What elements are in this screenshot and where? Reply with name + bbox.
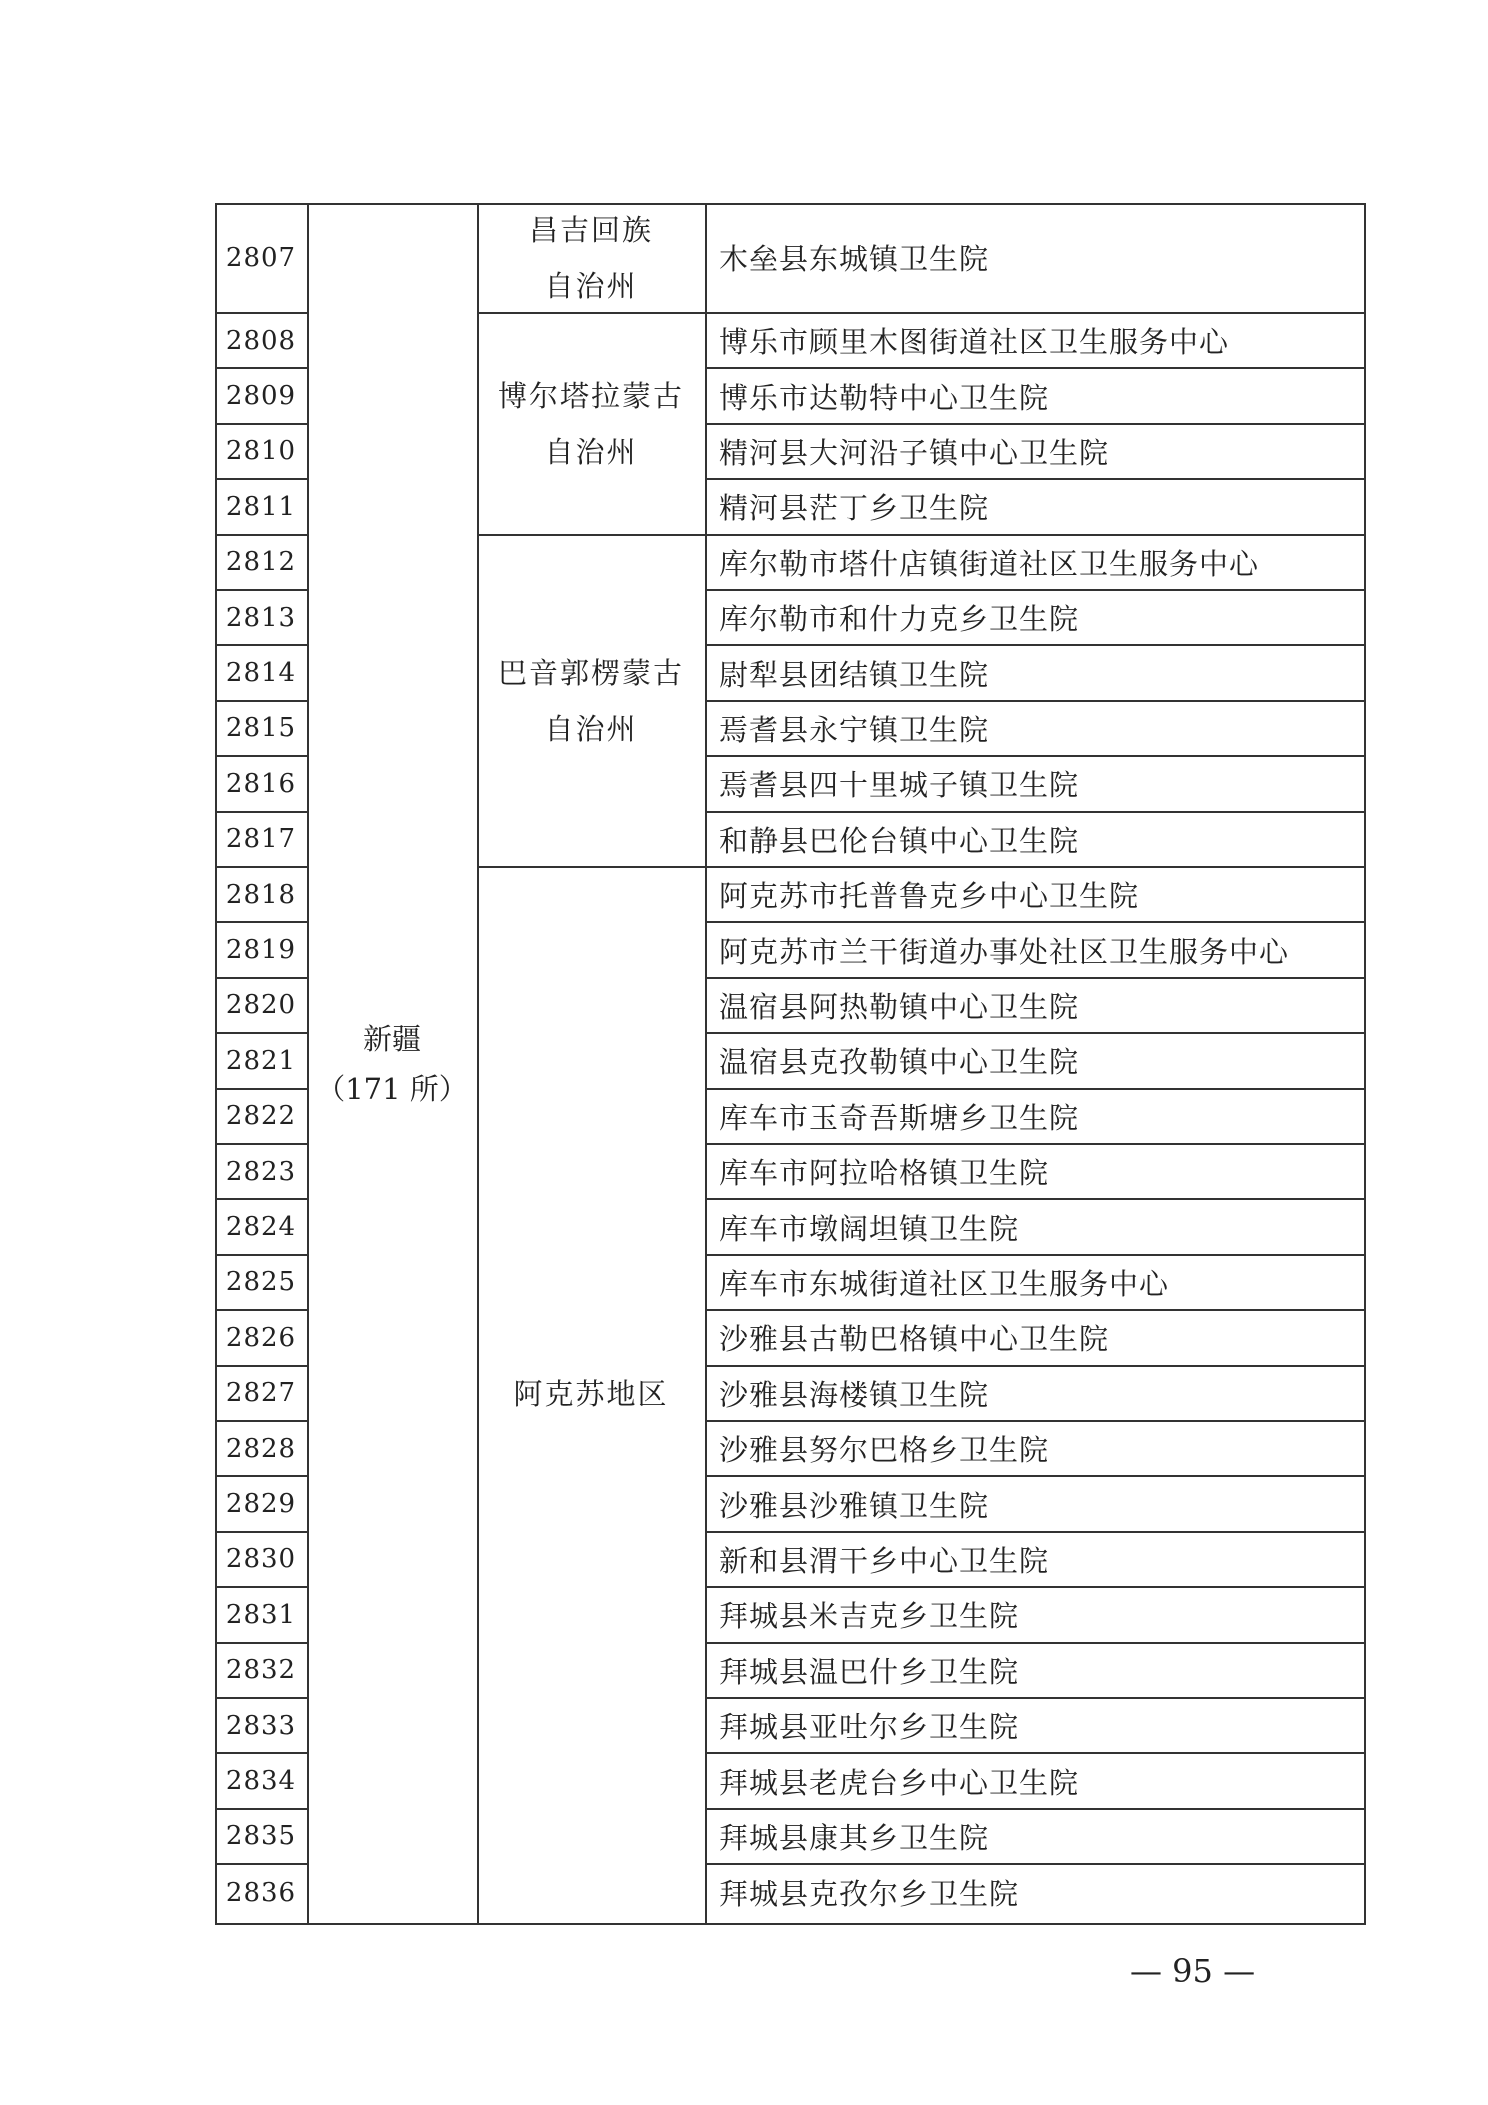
institution-name: 库尔勒市和什力克乡卫生院 (705, 591, 1366, 646)
row-number: 2809 (215, 369, 307, 424)
row-number: 2812 (215, 536, 307, 591)
institution-name: 沙雅县努尔巴格乡卫生院 (705, 1422, 1366, 1477)
row-number: 2825 (215, 1256, 307, 1311)
row-number: 2807 (215, 203, 307, 314)
region-name-line: 自治州 (544, 268, 638, 303)
institution-name: 阿克苏市兰干街道办事处社区卫生服务中心 (705, 923, 1366, 978)
row-number: 2813 (215, 591, 307, 646)
institution-name: 拜城县温巴什乡卫生院 (705, 1644, 1366, 1699)
institution-name: 木垒县东城镇卫生院 (705, 203, 1366, 314)
institution-name: 库车市东城街道社区卫生服务中心 (705, 1256, 1366, 1311)
institution-name: 焉耆县四十里城子镇卫生院 (705, 757, 1366, 812)
institution-name: 精河县大河沿子镇中心卫生院 (705, 425, 1366, 480)
row-number: 2829 (215, 1477, 307, 1532)
institution-name: 温宿县克孜勒镇中心卫生院 (705, 1034, 1366, 1089)
region-name-line: 自治州 (544, 434, 638, 469)
province-name: 新疆 (362, 1022, 421, 1056)
region-name-line: 阿克苏地区 (513, 1377, 669, 1412)
page-number: — 95 — (1130, 1952, 1256, 1990)
institution-name: 焉耆县永宁镇卫生院 (705, 702, 1366, 757)
row-number: 2817 (215, 813, 307, 868)
institution-name: 沙雅县沙雅镇卫生院 (705, 1477, 1366, 1532)
row-number: 2831 (215, 1588, 307, 1643)
institution-table (215, 203, 1366, 1925)
row-number: 2823 (215, 1145, 307, 1200)
institution-name: 拜城县老虎台乡中心卫生院 (705, 1754, 1366, 1809)
row-number: 2832 (215, 1644, 307, 1699)
row-number: 2816 (215, 757, 307, 812)
region-cell (477, 868, 705, 1921)
institution-name: 拜城县米吉克乡卫生院 (705, 1588, 1366, 1643)
row-number: 2808 (215, 314, 307, 369)
institution-name: 拜城县克孜尔乡卫生院 (719, 1877, 1020, 1912)
row-number: 2828 (215, 1422, 307, 1477)
institution-name: 精河县茫丁乡卫生院 (705, 480, 1366, 535)
row-number: 2814 (215, 646, 307, 701)
institution-name: 阿克苏市托普鲁克乡中心卫生院 (705, 868, 1366, 923)
institution-name: 拜城县亚吐尔乡卫生院 (705, 1699, 1366, 1754)
province-cell (307, 203, 477, 1925)
row-number: 2810 (215, 425, 307, 480)
row-number: 2836 (225, 1877, 297, 1908)
row-number: 2827 (215, 1367, 307, 1422)
institution-name: 博乐市顾里木图街道社区卫生服务中心 (705, 314, 1366, 369)
institution-name: 沙雅县古勒巴格镇中心卫生院 (705, 1311, 1366, 1366)
region-cell (477, 203, 705, 314)
region-name-line: 昌吉回族 (528, 212, 653, 247)
region-name-line: 自治州 (544, 711, 638, 746)
institution-name: 库车市玉奇吾斯塘乡卫生院 (705, 1090, 1366, 1145)
row-number: 2833 (215, 1699, 307, 1754)
region-cell (477, 314, 705, 536)
row-number: 2811 (215, 480, 307, 535)
institution-name: 拜城县康其乡卫生院 (705, 1810, 1366, 1865)
institution-name: 沙雅县海楼镇卫生院 (705, 1367, 1366, 1422)
row-number: 2818 (215, 868, 307, 923)
institution-name: 库尔勒市塔什店镇街道社区卫生服务中心 (705, 536, 1366, 591)
row-number: 2821 (215, 1034, 307, 1089)
institution-name: 尉犁县团结镇卫生院 (705, 646, 1366, 701)
region-name-line: 巴音郭楞蒙古 (497, 655, 684, 690)
row-number: 2822 (215, 1090, 307, 1145)
institution-name: 新和县渭干乡中心卫生院 (705, 1533, 1366, 1588)
province-count: （171 所） (316, 1072, 468, 1106)
row-number: 2824 (215, 1200, 307, 1255)
institution-name: 温宿县阿热勒镇中心卫生院 (705, 979, 1366, 1034)
row-number: 2826 (215, 1311, 307, 1366)
region-cell (477, 536, 705, 868)
row-number: 2830 (215, 1533, 307, 1588)
institution-name: 博乐市达勒特中心卫生院 (705, 369, 1366, 424)
institution-name: 库车市墩阔坦镇卫生院 (705, 1200, 1366, 1255)
row-number: 2815 (215, 702, 307, 757)
row-number: 2820 (215, 979, 307, 1034)
institution-name: 和静县巴伦台镇中心卫生院 (705, 813, 1366, 868)
row-number: 2835 (215, 1810, 307, 1865)
row-number: 2819 (215, 923, 307, 978)
institution-name: 库车市阿拉哈格镇卫生院 (705, 1145, 1366, 1200)
region-name-line: 博尔塔拉蒙古 (497, 378, 684, 413)
row-number: 2834 (215, 1754, 307, 1809)
